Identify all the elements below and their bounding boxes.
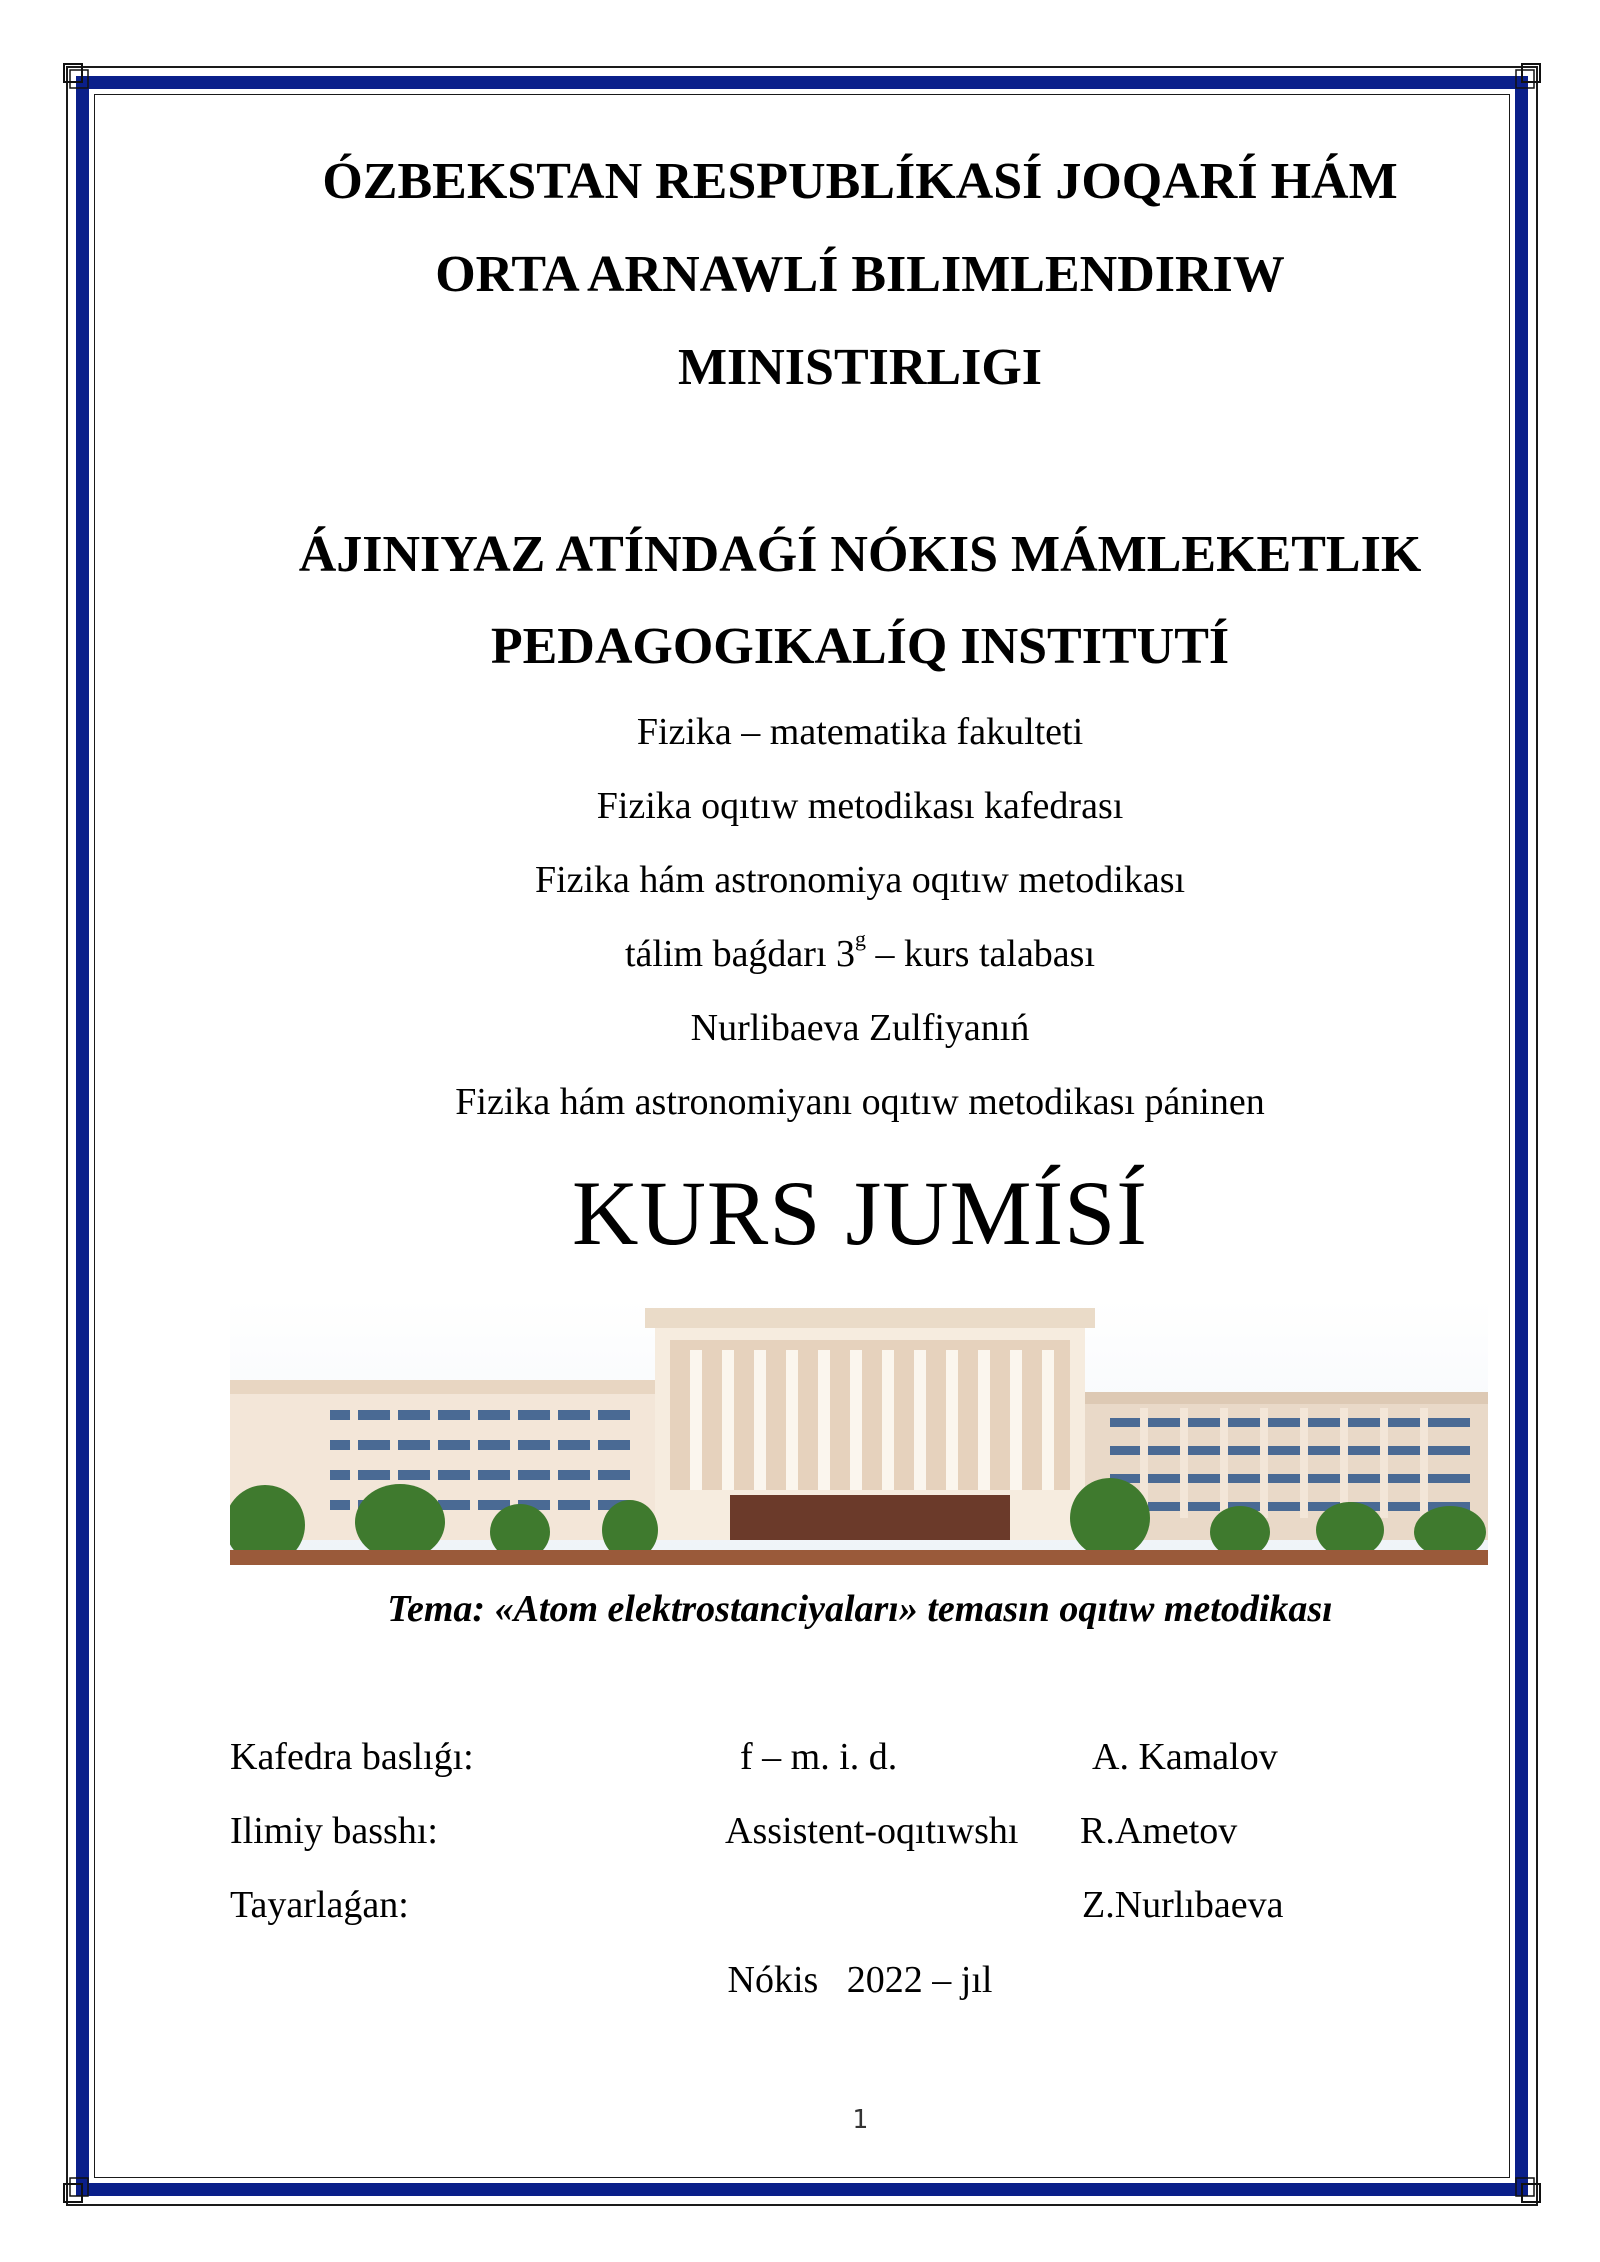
frame-corner-ornament bbox=[1502, 2164, 1542, 2204]
signature-name-head: A. Kamalov bbox=[1092, 1736, 1278, 1778]
page-number: 1 bbox=[852, 2105, 868, 2135]
theme-line: Tema: «Atom elektrostanciyaları» temasın oqıtıw metodikası bbox=[387, 1588, 1333, 1630]
department-name: Fizika oqıtıw metodikası kafedrası bbox=[596, 785, 1124, 827]
student-name: Nurlibaeva Zulfiyanıń bbox=[690, 1007, 1030, 1049]
signature-position-supervisor: Assistent-oqıtıwshı bbox=[725, 1810, 1019, 1852]
faculty-name: Fizika – matematika fakulteti bbox=[636, 711, 1084, 753]
course-line bbox=[60, 926, 1600, 976]
ministry-title-line-2: ORTA ARNAWLÍ BILIMLENDIRIW bbox=[435, 246, 1285, 303]
frame-corner-ornament bbox=[1502, 62, 1542, 102]
course-suffix: – kurs talabası bbox=[866, 933, 1096, 975]
frame-corner-ornament bbox=[62, 2164, 102, 2204]
institute-building-image bbox=[230, 1300, 1488, 1565]
signature-role-author: Tayarlaǵan: bbox=[230, 1884, 409, 1926]
ministry-title-line-3: MINISTIRLIGI bbox=[677, 339, 1043, 396]
page-frame-inner bbox=[94, 94, 1510, 2178]
ministry-title-line-1: ÓZBEKSTAN RESPUBLÍKASÍ JOQARÍ HÁM bbox=[322, 153, 1398, 210]
city-year: Nókis 2022 – jıl bbox=[727, 1959, 993, 2001]
course-superscript: g bbox=[855, 926, 867, 952]
institute-name-line-1: ÁJINIYAZ ATÍNDAǴÍ NÓKIS MÁMLEKETLIK bbox=[298, 526, 1422, 583]
subject-name: Fizika hám astronomiyanı oqıtıw metodikası páninen bbox=[455, 1081, 1265, 1123]
study-direction: Fizika hám astronomiya oqıtıw metodikası bbox=[534, 859, 1186, 901]
signature-role-head: Kafedra baslıǵı: bbox=[230, 1736, 474, 1778]
signature-position-head: f – m. i. d. bbox=[740, 1736, 898, 1778]
course-prefix: tálim baǵdarı 3 bbox=[624, 933, 856, 975]
document-title: KURS JUMÍSÍ bbox=[572, 1162, 1148, 1264]
signature-role-supervisor: Ilimiy basshı: bbox=[230, 1810, 438, 1852]
signature-name-author: Z.Nurlıbaeva bbox=[1082, 1884, 1284, 1926]
signature-name-supervisor: R.Ametov bbox=[1080, 1810, 1238, 1852]
institute-name-line-2: PEDAGOGIKALÍQ INSTITUTÍ bbox=[490, 618, 1230, 675]
frame-corner-ornament bbox=[62, 62, 102, 102]
